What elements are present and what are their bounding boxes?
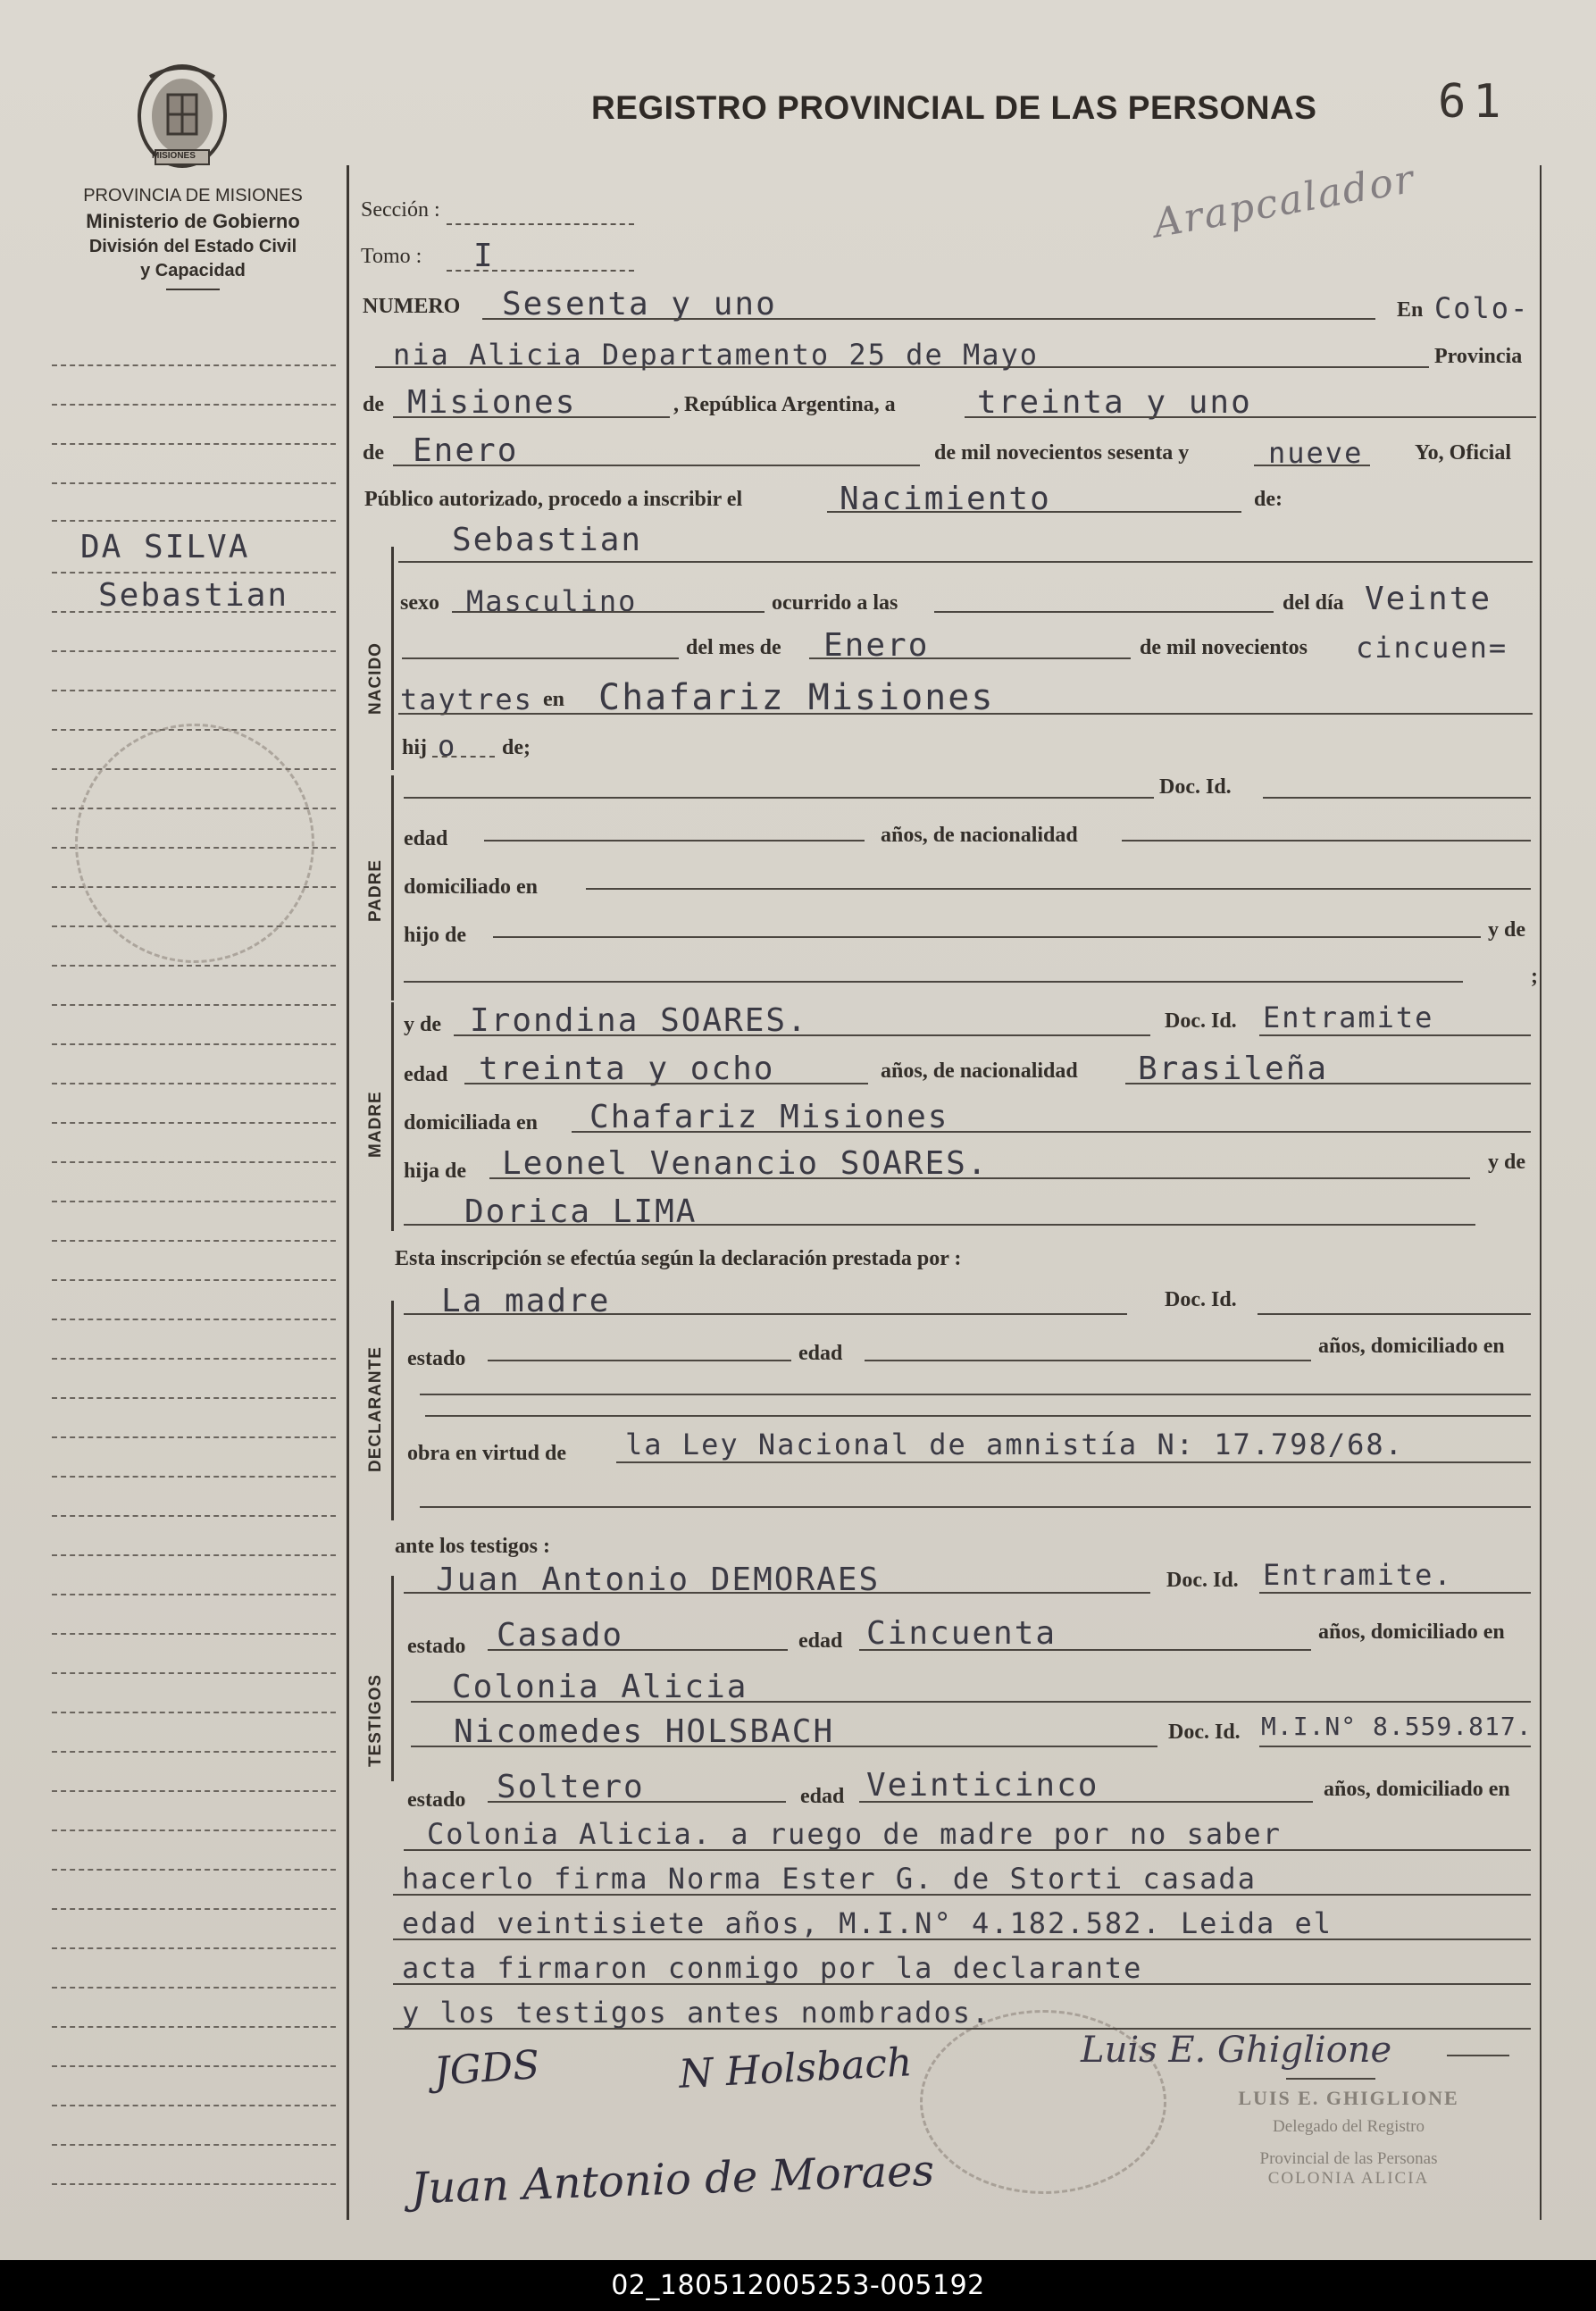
en-value-2: nia Alicia Departamento 25 de Mayo [393, 338, 1040, 372]
hijo-suffix: o [438, 729, 457, 763]
provincia-label: Provincia [1434, 345, 1523, 368]
padre-hijo-label: hijo de [404, 924, 467, 947]
margin-name: Sebastian [98, 577, 289, 614]
obra-value: la Ley Nacional de amnistía N: 17.798/68. [625, 1428, 1404, 1461]
hijo-label: hij [402, 736, 428, 759]
top-signature: Arapcalador [1149, 155, 1419, 247]
division-label: División del Estado Civil [88, 237, 297, 256]
lugar-value: Chafariz Misiones [598, 677, 995, 718]
signature-4: Juan Antonio de Moraes [410, 2145, 935, 2215]
stamp-place: COLONIA ALICIA [1267, 2169, 1430, 2188]
madre-edad-value: treinta y ocho [479, 1051, 775, 1087]
numero-value: Sesenta y uno [502, 286, 777, 322]
madre-madre-value: Dorica LIMA [464, 1193, 698, 1230]
testigo-1-domicilio: Colonia Alicia [452, 1669, 748, 1705]
ministry-block [32, 186, 354, 290]
testigo-2-name: Nicomedes HOLSBACH [454, 1713, 835, 1750]
nacido-mes-value: Enero [823, 627, 930, 664]
anio-value: nueve [1268, 436, 1364, 470]
madre-label: MADRE [366, 1091, 385, 1158]
declarante-doc-label: Doc. Id. [1165, 1288, 1237, 1311]
testigo-2-estado-label: estado [407, 1788, 466, 1812]
declarante-name: La madre [441, 1283, 611, 1319]
province-label: PROVINCIA DE MISIONES [83, 186, 303, 205]
provincia-value: Misiones [407, 384, 577, 421]
padre-doc-label: Doc. Id. [1159, 775, 1232, 799]
obra-label: obra en virtud de [407, 1442, 567, 1465]
ocurrido-label: ocurrido a las [772, 591, 898, 615]
nacido-anio-value-1: cincuen= [1356, 631, 1508, 665]
mes-label: del mes de [686, 636, 781, 659]
margin-surname: DA SILVA [80, 529, 250, 565]
padre-edad-label: edad [404, 827, 448, 850]
seal-label: MISIONES [152, 151, 196, 161]
testigo-2-edad-value: Veinticinco [866, 1767, 1099, 1804]
padre-label: PADRE [366, 858, 385, 922]
numero-label: NUMERO [363, 295, 461, 318]
signature-1: JGDS [432, 2041, 541, 2096]
nacido-bracket [391, 547, 394, 770]
padre-y-de-label: y de [1488, 918, 1525, 942]
stamp-role-2: Provincial de las Personas [1259, 2149, 1438, 2168]
image-id-bar [0, 2260, 1596, 2311]
margin-stamp [75, 724, 314, 963]
official-stamp [1197, 2087, 1500, 2189]
testigo-2-estado-value: Soltero [497, 1769, 645, 1805]
madre-edad-label: edad [404, 1063, 448, 1086]
nacido-name: Sebastian [452, 522, 643, 558]
declarante-label: DECLARANTE [366, 1346, 385, 1472]
declarante-intro: Esta inscripción se efectúa según la declaración prestada por : [395, 1247, 962, 1270]
signature-2: N Holsbach [677, 2039, 914, 2097]
madre-domiciliada-label: domiciliada en [404, 1111, 539, 1135]
page-number: 61 [1438, 75, 1508, 129]
testigo-1-estado-value: Casado [497, 1617, 624, 1654]
yo-label: Yo, Oficial [1415, 441, 1511, 465]
testigo-1-doc-value: Entramite. [1263, 1558, 1453, 1592]
testigos-bracket [391, 1576, 394, 1781]
right-vertical-rule [1540, 165, 1542, 2220]
madre-name: Irondina SOARES. [470, 1002, 808, 1039]
testigo-1-doc-label: Doc. Id. [1166, 1569, 1239, 1592]
madre-hija-label: hija de [404, 1160, 467, 1183]
image-id: 02_180512005253-005192 [611, 2270, 985, 2301]
declarante-bracket [391, 1301, 394, 1520]
madre-y-de-label: y de [404, 1013, 441, 1036]
declarante-estado-label: estado [407, 1347, 466, 1370]
nacido-label: NACIDO [366, 642, 385, 715]
padre-semicolon: ; [1531, 965, 1538, 988]
notes-line-3: acta firmaron conmigo por la declarante [402, 1951, 1143, 1985]
testigo-1-name: Juan Antonio DEMORAES [436, 1562, 881, 1598]
de-colon-label: de: [1254, 488, 1283, 511]
notes-line-4: y los testigos antes nombrados. [402, 1996, 991, 2030]
padre-bracket [391, 775, 394, 1001]
declarante-edad-label: edad [798, 1342, 843, 1365]
madre-padre-value: Leonel Venancio SOARES. [502, 1145, 989, 1182]
declarante-anios-label: años, domiciliado en [1318, 1335, 1505, 1358]
stamp-name: LUIS E. GHIGLIONE [1238, 2087, 1459, 2109]
mes-value: Enero [413, 432, 519, 469]
nacido-dia-value: Veinte [1365, 581, 1492, 617]
testigo-2-edad-label: edad [800, 1785, 845, 1808]
tomo-label: Tomo : [361, 245, 422, 268]
padre-domiciliado-label: domiciliado en [404, 875, 539, 899]
seccion-label: Sección : [361, 198, 440, 222]
madre-doc-label: Doc. Id. [1165, 1009, 1237, 1033]
tomo-value: I [473, 238, 495, 274]
de-label-1: de [363, 393, 384, 416]
left-vertical-rule [347, 165, 349, 2220]
testigo-2-anios-label: años, domiciliado en [1324, 1778, 1510, 1801]
testigo-2-domicilio: Colonia Alicia. a ruego de madre por no saber [427, 1817, 1282, 1851]
testigos-intro: ante los testigos : [395, 1535, 550, 1558]
padre-anios-label: años, de nacionalidad [881, 824, 1078, 847]
sexo-label: sexo [400, 591, 439, 615]
notes-line-1: hacerlo firma Norma Ester G. de Storti casada [402, 1862, 1257, 1896]
publico-label: Público autorizado, procedo a inscribir el [364, 488, 743, 511]
testigo-1-edad-label: edad [798, 1629, 843, 1653]
de-label-2: de [363, 441, 384, 465]
document-title: REGISTRO PROVINCIAL DE LAS PERSONAS [591, 89, 1317, 126]
nacido-mil-label: de mil novecientos [1140, 636, 1308, 659]
madre-bracket [391, 1002, 394, 1231]
testigo-1-edad-value: Cincuenta [866, 1615, 1057, 1652]
en-value-1: Colo- [1434, 291, 1530, 325]
hijo-de-label: de; [502, 736, 531, 759]
testigos-label: TESTIGOS [366, 1673, 385, 1767]
mil-label: de mil novecientos sesenta y [934, 441, 1190, 465]
ministry-label: Ministerio de Gobierno [86, 210, 300, 232]
republica-label: , República Argentina, a [673, 393, 896, 416]
madre-anios-label: años, de nacionalidad [881, 1059, 1078, 1083]
capacity-label: y Capacidad [140, 261, 246, 281]
sexo-value: Masculino [466, 584, 638, 618]
en-label: En [1397, 298, 1424, 322]
testigo-1-anios-label: años, domiciliado en [1318, 1620, 1505, 1644]
nacido-en-label: en [543, 688, 564, 711]
nacido-anio-value-2: taytres [400, 682, 533, 716]
madre-doc-value: Entramite [1263, 1001, 1434, 1034]
dia-value: treinta y uno [977, 384, 1252, 421]
stamp-role: Delegado del Registro [1273, 2117, 1425, 2136]
acto-value: Nacimiento [840, 481, 1051, 517]
notes-line-2: edad veintisiete años, M.I.N° 4.182.582. Leida el [402, 1906, 1333, 1940]
testigo-1-estado-label: estado [407, 1635, 466, 1658]
dia-label: del día [1283, 591, 1344, 615]
testigo-2-doc-value: M.I.N° 8.559.817. [1261, 1712, 1533, 1741]
madre-y-de-label-2: y de [1488, 1151, 1525, 1174]
madre-nacionalidad-value: Brasileña [1138, 1051, 1329, 1087]
madre-domicilio-value: Chafariz Misiones [589, 1099, 949, 1135]
signature-3: Luis E. Ghiglione [1081, 2030, 1392, 2071]
testigo-2-doc-label: Doc. Id. [1168, 1721, 1241, 1744]
